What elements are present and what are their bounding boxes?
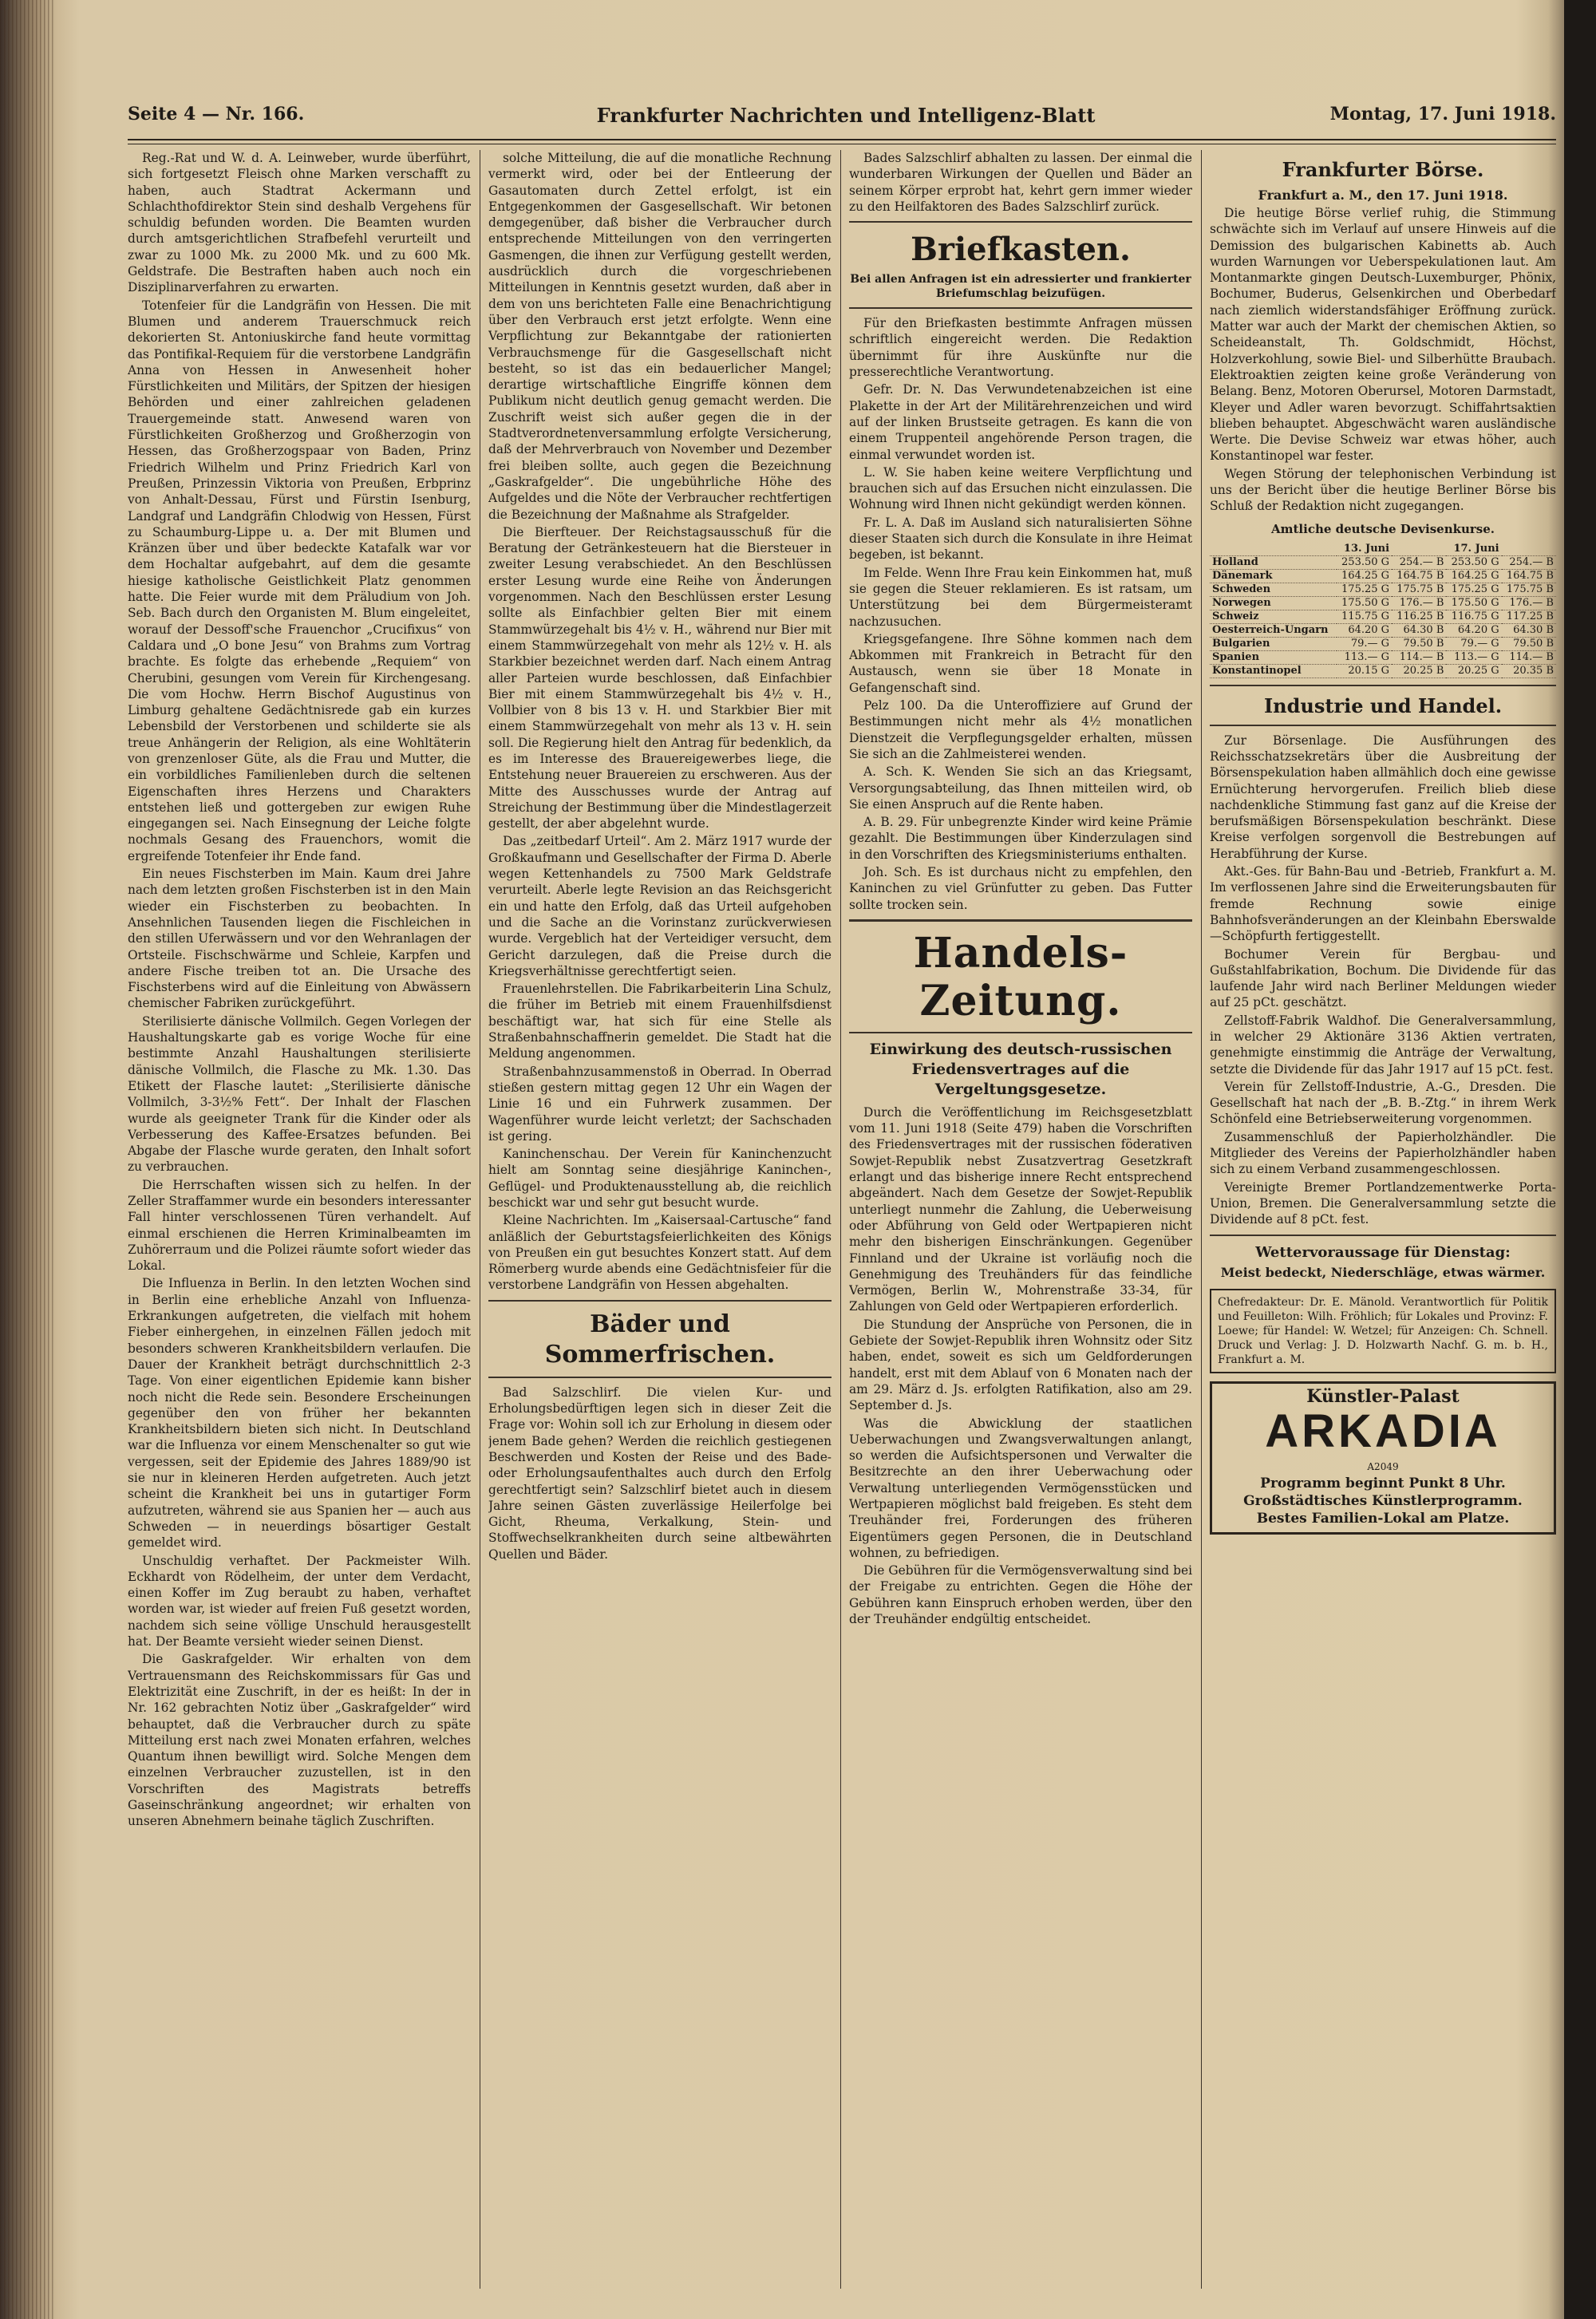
table-cell: 64.30 B: [1392, 623, 1446, 637]
table-cell: 175.25 G: [1446, 583, 1501, 596]
table-row: [1210, 610, 1556, 623]
table-cell: 175.50 G: [1446, 596, 1501, 610]
section-title-handels: Handels-Zeitung.: [913, 928, 1128, 1025]
article-paragraph: Die Gebühren für die Vermögensverwaltung sind bei der Freigabe zu entrichten. Gegen die Höhe der Gebühren kann Einspruch erhoben werden, über den der Treuhänder endgültig entscheidet.: [849, 1563, 1192, 1627]
ad-name: ARKADIA: [1265, 1404, 1501, 1457]
article-paragraph: Die Bierfteuer. Der Reichstagsausschuß für die Beratung der Getränkesteuern hat die Biersteuer in zweiter Lesung verabschiedet. An den Beschlüssen erster Lesung wurde eine Reihe von Änderungen vorgenommen. Nach den Beschlüssen erster Lesung sollte als Einfachbier gelten Bier mit einem Stammwürzegehalt bis 4½ v. H., während nur Bier mit einem Stammwürzegehalt von mehr als 12½ v. H. als Starkbier bezeichnet werden darf. Nach einem Antrag aller Parteien wurde beschlossen, daß Einfachbier Bier mit einem Stammwürzegehalt bis 4½ v. H., Vollbier von 8 bis 13 v. H. und Starkbier Bier mit einem Stammwürzegehalt von mehr als 13 v. H. sein soll. Die Regierung hielt den Antrag für bedenklich, da es im Interesse des Brauereigewerbes liege, die Entstehung neuer Brauereien zu erschweren. Aus der Mitte des Ausschusses wurde der Antrag auf Streichung der Bestimmung über die Mindestlagerzeit gestellt, der aber abgelehnt wurde.: [488, 524, 832, 832]
ad-line: Großstädtisches Künstlerprogramm.: [1243, 1493, 1523, 1510]
table-cell: 20.15 G: [1337, 664, 1392, 678]
ad-line: Programm beginnt Punkt 8 Uhr.: [1260, 1476, 1506, 1492]
article-paragraph: Straßenbahnzusammenstoß in Oberrad. In Oberrad stießen gestern mittag gegen 12 Uhr ein Wagen der Linie 16 und ein Fuhrwerk zusammen. Der Wagenführer wurde leicht verletzt; der Sachschaden ist gering.: [488, 1064, 832, 1144]
table-cell: 20.35 B: [1502, 664, 1556, 678]
advertisement: [1210, 1381, 1556, 1535]
column-divider: [1201, 150, 1202, 2289]
table-cell: 164.75 B: [1502, 569, 1556, 583]
table-cell: 20.25 B: [1392, 664, 1446, 678]
ad-code: A2049: [1367, 1460, 1399, 1472]
section-rule: [488, 1300, 832, 1302]
table-header: [1392, 543, 1446, 556]
table-cell: 254.— B: [1502, 555, 1556, 569]
table-cell: 116.25 B: [1392, 610, 1446, 623]
table-cell: 116.75 G: [1446, 610, 1501, 623]
table-cell: 79.— G: [1337, 637, 1392, 650]
table-row: [1210, 596, 1556, 610]
table-cell: Konstantinopel: [1210, 664, 1337, 678]
article-paragraph: L. W. Sie haben keine weitere Verpflichtung und brauchen sich auf das Ersuchen nicht einzulassen. Die Wohnung wird Ihnen nicht gekündigt werden können.: [849, 464, 1192, 512]
article-paragraph: Kriegsgefangene. Ihre Söhne kommen nach dem Abkommen mit Frankreich in Betracht für den Austausch, wenn sie über 18 Monate in Gefangenschaft sind.: [849, 631, 1192, 695]
article-paragraph: Die Gaskrafgelder. Wir erhalten von dem Vertrauensmann des Reichskommissars für Gas und Elektrizität eine Zuschrift, in der es heißt: In der in Nr. 162 gebrachten Notiz über „Gaskrafgelder“ wird behauptet, daß die Verbraucher durch zu späte Mitteilung erst nach zwei Monaten erfahren, welches Quantum ihnen bewilligt wird. Solche Mengen dem einzelnen Verbraucher zuzustellen, ist in den Vorschriften des Magistrats betreffs Gaseinschränkung angeordnet; wir erhalten von unseren Abnehmern beinahe täglich Zuschriften.: [128, 1652, 471, 1829]
table-cell: 164.25 G: [1337, 569, 1392, 583]
table-cell: 254.— B: [1392, 555, 1446, 569]
table-row: [1210, 583, 1556, 596]
article-paragraph: Die heutige Börse verlief ruhig, die Stimmung schwächte sich im Verlauf auf unsere Hinweis auf die Demission des bulgarischen Kabinetts ab. Auch wurden Warnungen vor Ueberspekulationen laut. Am Montanmarkte gingen Deutsch-Luxemburger, Phönix, Bochumer, Buderus, Gelsenkirchen und Oberbedarf nach ziemlich widerstandsfähiger Eröffnung zurück. Matter war auch der Markt der chemischen Aktien, so Scheideanstalt, Th. Goldschmidt, Höchst, Holzverkohlung, sowie Biel- und Silberhütte Braubach. Elektroaktien zeigten keine große Veränderung von Belang. Benz, Motoren Oberursel, Motoren Darmstadt, Kleyer und Adler waren bevorzugt. Schiffahrtsaktien blieben behauptet. Abgeschwächt waren ausländische Werte. Die Devise Schweiz war etwas höher, auch Konstantinopel war fester.: [1210, 206, 1556, 464]
table-cell: 115.75 G: [1337, 610, 1392, 623]
table-header: 17. Juni: [1446, 543, 1501, 556]
table-cell: Oesterreich-Ungarn: [1210, 623, 1337, 637]
section-title-industrie: Industrie und Handel.: [1263, 693, 1503, 717]
table-row: [1210, 637, 1556, 650]
article-paragraph: Kleine Nachrichten. Im „Kaisersaal-Cartusche“ fand anläßlich der Geburtstagsfeierlichkeiten des Königs von Preußen ein gut besuchtes Konzert statt. Auf dem Römerberg wurde abends eine Gedächtnisfeier für die verstorbene Landgräfin von Hessen abgehalten.: [488, 1213, 832, 1293]
table-cell: 175.50 G: [1337, 596, 1392, 610]
table-header: 13. Juni: [1337, 543, 1392, 556]
table-cell: Norwegen: [1210, 596, 1337, 610]
article-paragraph: Für den Briefkasten bestimmte Anfragen müssen schriftlich eingereicht werden. Die Redaktion übernimmt für ihre Auskünfte nur die presserechtliche Verantwortung.: [849, 316, 1192, 380]
column-divider: [840, 150, 841, 2289]
table-cell: 79.50 B: [1502, 637, 1556, 650]
book-spine: [0, 0, 56, 2319]
table-cell: 64.20 G: [1446, 623, 1501, 637]
article-paragraph: Die Stundung der Ansprüche von Personen, die in Gebiete der Sowjet-Republik ihren Wohnsitz oder Sitz haben, endet, soweit es sich um Geldforderungen handelt, erst mit dem Ablauf von 6 Monaten nach der am 29. März d. Js. erfolgten Ratifikation, also am 29. September d. Js.: [849, 1317, 1192, 1413]
article-paragraph: Die Influenza in Berlin. In den letzten Wochen sind in Berlin eine erhebliche Anzahl von Influenza-Erkrankungen aufgetreten, die vielfach mit hohem Fieber einhergehen, in einzelnen Fällen jedoch mit besonders schweren Krankheitsbildern verlaufen. Die Dauer der Krankheit beträgt durchschnittlich 2-3 Tage. Von einer eigentlichen Epidemie kann bisher noch nicht die Rede sein. Besondere Erscheinungen gegenüber den von früher her bekannten Krankheitsbildern bieten sich nicht. In Deutschland war die Influenza vor einem Menschenalter so gut wie vergessen, seit der Epidemie des Jahres 1889/90 ist sie nur in kleineren Herden aufgetreten. Auch jetzt scheint die Krankheit bei uns in gutartiger Form aufzutreten, während sie aus Spanien her — auch aus Schweden — in neuerdings bösartiger Gestalt gemeldet wird.: [128, 1276, 471, 1551]
table-cell: 114.— B: [1502, 650, 1556, 664]
article-paragraph: Zusammenschluß der Papierholzhändler. Die Mitglieder des Vereins der Papierholzhändler haben sich zu einem Verband zusammengeschlossen.: [1210, 1129, 1556, 1177]
section-rule: [1210, 725, 1556, 726]
article-paragraph: Gefr. Dr. N. Das Verwundetenabzeichen ist eine Plakette in der Art der Militärehrenzeichen und wird auf der linken Brustseite getragen. Es kann die von einem Truppenteil angehörende Person tragen, die einmal verwundet worden ist.: [849, 382, 1192, 462]
section-rule: [849, 221, 1192, 223]
ad-line: Bestes Familien-Lokal am Platze.: [1256, 1511, 1510, 1527]
article-paragraph: Die Herrschaften wissen sich zu helfen. In der Zeller Straffammer wurde ein besonders interessanter Fall hinter verschlossenen Türen verhandelt. Auf einmal erschienen die Herren Kriminalbeamten im Zuhörerraum und die Polizei räumte sofort wieder das Lokal.: [128, 1177, 471, 1274]
table-cell: 175.75 B: [1502, 583, 1556, 596]
ad-heading: Künstler-Palast: [1306, 1385, 1460, 1407]
section-rule: [849, 307, 1192, 309]
newspaper-page: [128, 104, 1556, 2290]
table-cell: 113.— G: [1446, 650, 1501, 664]
article-paragraph: Ein neues Fischsterben im Main. Kaum drei Jahre nach dem letzten großen Fischsterben ist in den Main wieder ein Fischsterben zu beobachten. In Ansehnlichen Tausenden liegen die Fischleichen in den stillen Uferwässern und vor den Wehranlagen der Ortsteile. Fischschwärme und Schleie, Karpfen und andere Fische treiben tot an. Die Ursache des Fischsterbens wird auf die Einleitung von Abwässern chemischer Fabriken zurückgeführt.: [128, 867, 471, 1011]
table-title: Amtliche deutsche Devisenkurse.: [1270, 521, 1495, 536]
table-cell: Spanien: [1210, 650, 1337, 664]
article-paragraph: Durch die Veröffentlichung im Reichsgesetzblatt vom 11. Juni 1918 (Seite 479) haben die Vorschriften des Friedensvertrages mit der russischen föderativen Sowjet-Republik nebst Zusatzvertrag Gesetzkraft erlangt und das bisherige innere Recht entsprechend abgeändert. Nach dem Gesetze der Sowjet-Republik unterliegt nunmehr die Zahlung, die Ueberweisung oder Abführung von Geld oder Wertpapieren nicht mehr den bisherigen Einschränkungen. Gegenüber Finnland und der Ukraine ist vorläufig noch die Genehmigung des Treuhänders für das feindliche Vermögen, Berlin W., Mohrenstraße 33-34, für Zahlungen von Geld oder Wertpapieren erforderlich.: [849, 1104, 1192, 1314]
dateline: Frankfurt a. M., den 17. Juni 1918.: [1258, 188, 1508, 203]
table-row: [1210, 569, 1556, 583]
table-cell: 79.50 B: [1392, 637, 1446, 650]
article-paragraph: Fr. L. A. Daß im Ausland sich naturalisierten Söhne dieser Staaten sich durch die Konsulate in ihre Heimat begeben, ist bekannt.: [849, 515, 1192, 563]
table-cell: Schweiz: [1210, 610, 1337, 623]
table-cell: 79.— G: [1446, 637, 1501, 650]
article-paragraph: Was die Abwicklung der staatlichen Ueberwachungen und Zwangsverwaltungen anlangt, so werden die Aufsichtspersonen und Verwalter die Besitzrechte an den ihrer Ueberwachung oder Verwaltung unterliegenden Vermögensstücken und Wertpapieren möglichst bald freigeben. Es steht dem Treuhänder frei, Forderungen des früheren Eigentümers gegen Personen, die in Deutschland wohnen, zu befriedigen.: [849, 1416, 1192, 1560]
section-title-baeder: Bäder und Sommerfrischen.: [544, 1310, 776, 1369]
article-paragraph: Verein für Zellstoff-Industrie, A.-G., Dresden. Die Gesellschaft hat nach der „B. B.-Ztg.“ in ihrem Werk Schönfeld eine Betriebserweiterung vorgenommen.: [1210, 1079, 1556, 1127]
table-row: [1210, 555, 1556, 569]
article-paragraph: Wegen Störung der telephonischen Verbindung ist uns der Bericht über die heutige Berliner Börse bis Schluß der Redaktion nicht zugegangen.: [1210, 466, 1556, 514]
masthead: Frankfurter Nachrichten und Intelligenz-Blatt: [596, 104, 1096, 127]
article-paragraph: Bad Salzschlirf. Die vielen Kur- und Erholungsbedürftigen legen sich in dieser Zeit die Frage vor: Wohin soll ich zur Erholung in diesem oder jenem Bade gehen? Werden die reichlich gestiegenen Beschwerden und Kosten der Reise und des Bade- oder Erholungsaufenthaltes auch durch den Erfolg gerechtfertigt sein? Salzschlirf bietet auch in diesem Jahre seinen Gästen zuverlässige Heilerfolge bei Gicht, Rheuma, Verkalkung, Stein- und Stoffwechselkrankheiten durch seine altbewährten Quellen und Bäder.: [488, 1385, 832, 1562]
article-paragraph: Zellstoff-Fabrik Waldhof. Die Generalversammlung, in welcher 29 Aktionäre 3136 Aktien vertraten, genehmigte einstimmig die Anträge der Verwaltung, setzte die Dividende für das Jahr 1917 auf 15 pCt. fest.: [1210, 1013, 1556, 1077]
table-cell: 253.50 G: [1337, 555, 1392, 569]
issue-date: Montag, 17. Juni 1918.: [1329, 104, 1556, 124]
article-paragraph: Im Felde. Wenn Ihre Frau kein Einkommen hat, muß sie gegen die Steuer reklamieren. Es ist ratsam, um Unterstützung bei dem Bürgermeisteramt nachzusuchen.: [849, 565, 1192, 629]
section-rule: [488, 1377, 832, 1378]
page-edge: [1564, 0, 1596, 2319]
article-paragraph: A. B. 29. Für unbegrenzte Kinder wird keine Prämie gezahlt. Die Bestimmungen über Kinderzulagen sind in den Vorschriften des Kriegsministeriums enthalten.: [849, 815, 1192, 862]
table-cell: Dänemark: [1210, 569, 1337, 583]
column-3: [849, 150, 1192, 2289]
section-title-boerse: Frankfurter Börse.: [1282, 158, 1484, 181]
article-fragment: Bades Salzschlirf abhalten zu lassen. Der einmal die wunderbaren Wirkungen der Quellen und Bäder an seinem Körper erprobt hat, kehrt gern immer wieder zu den Heilfaktoren des Bades Salzschlirf zurück.: [849, 151, 1192, 214]
table-cell: 175.25 G: [1337, 583, 1392, 596]
table-row: [1210, 623, 1556, 637]
section-rule: [1210, 1235, 1556, 1236]
article-paragraph: Joh. Sch. Es ist durchaus nicht zu empfehlen, den Kaninchen zu viel Grünfutter zu geben. Das Futter sollte trocken sein.: [849, 864, 1192, 912]
table-cell: Bulgarien: [1210, 637, 1337, 650]
article-paragraph: Vereinigte Bremer Portlandzementwerke Porta-Union, Bremen. Die Generalversammlung setzte die Dividende auf 8 pCt. fest.: [1210, 1179, 1556, 1227]
table-cell: 175.75 B: [1392, 583, 1446, 596]
section-rule: [849, 1032, 1192, 1033]
table-row: [1210, 664, 1556, 678]
table-row: [1210, 650, 1556, 664]
column-4: [1210, 150, 1556, 2289]
article-paragraph: solche Mitteilung, die auf die monatliche Rechnung vermerkt wird, oder bei der Entleerung der Gasautomaten durch Zettel erfolgt, ist ein Entgegenkommen der Gasgesellschaft. Wir betonen demgegenüber, daß bisher die Verbraucher durch entsprechende Mitteilungen von den verringerten Gasmengen, die ihnen zur Verfügung gestellt werden, ausdrücklich durch die vorgeschriebenen Mitteilungen in Kenntnis gesetzt wurden, daß aber in dem von uns berichteten Falle eine Benachrichtigung über den Verbrauch erst jetzt erfolgte. Wenn eine Verpflichtung zur Bekanntgabe der rationierten Verbrauchsmenge für die Gasgesellschaft nicht besteht, so ist das ein bedauerlicher Mangel; derartige wirtschaftliche Eingriffe können dem Publikum nicht deutlich genug gemacht werden. Die Zuschrift weist sich außer gegen die in der Stadtverordnetenversammlung erfolgte Versicherung, daß der Mehrverbrauch von November und Dezember frei bleiben sollte, auch gegen die Bezeichnung „Gaskrafgelder“. Die ungebührliche Höhe des Aufgeldes und die Nöte der Verbraucher rechtfertigen die Bezeichnung der Maßnahme als Strafgelder.: [488, 151, 832, 522]
article-paragraph: Sterilisierte dänische Vollmilch. Gegen Vorlegen der Haushaltungskarte gab es vorige Woche für eine bestimmte Anzahl Haushaltungen sterilisierte dänische Vollmilch, die Flasche zu Mk. 1.30. Das Etikett der Flasche lautet: „Sterilisierte dänische Vollmilch, 3-3½% Fett“. Der Inhalt der Flaschen wurde als geeigneter Trank für die Kinder oder als Verbesserung des Kaffee-Ersatzes befunden. Bei Abgabe der Flasche wurde geraten, den Inhalt sofort zu verbrauchen.: [128, 1013, 471, 1175]
table-cell: 117.25 B: [1502, 610, 1556, 623]
column-1: [128, 150, 471, 2289]
article-paragraph: Bochumer Verein für Bergbau- und Gußstahlfabrikation, Bochum. Die Dividende für das laufende Jahr wird nach Berliner Meldungen wieder auf 25 pCt. geschätzt.: [1210, 946, 1556, 1010]
article-paragraph: Kaninchenschau. Der Verein für Kaninchenzucht hielt am Sonntag seine diesjährige Kaninchen-, Geflügel- und Produktenausstellung ab, die reichlich beschickt war und sehr gut besucht wurde.: [488, 1147, 832, 1210]
article-headline: Einwirkung des deutsch-russischen Friedensvertrages auf die Vergeltungsgesetze.: [869, 1040, 1172, 1098]
article-paragraph: Totenfeier für die Landgräfin von Hessen. Die mit Blumen und anderem Trauerschmuck reich dekorierten St. Antoniuskirche fand heute vormittag das Pontifikal-Requiem für die verstorbene Landgräfin Anna von Hessen in Anwesenheit hoher Fürstlichkeiten und Militärs, der Spitzen der hiesigen Behörden und einer zahlreichen geladenen Trauergemeinde statt. Anwesend waren von Fürstlichkeiten Großherzog und Großherzogin von Hessen, das Großherzogspaar von Baden, Prinz Friedrich Wilhelm und Prinz Friedrich Karl von Preußen, Prinzessin Viktoria von Preußen, Erbprinz von Anhalt-Dessau, Fürst und Fürstin Isenburg, Landgraf und Landgräfin Chlodwig von Hessen, Fürst zu Schaumburg-Lippe u. a. Der mit Blumen und Kränzen über und über bedeckte Katafalk war vor dem Hochaltar aufgebahrt, auf dem die gesamte hiesige katholische Geistlichkeit Platz genommen hatte. Die Feier wurde mit dem Präludium von Joh. Seb. Bach durch den Organisten M. Blum eingeleitet, worauf der Dessoff'sche Frauenchor „Crucifixus“ von Caldara und „O bone Jesu“ von Brahms zum Vortrag brachte. Es folgte das erhebende „Requiem“ von Cherubini, gesungen vom Verein für Kirchengesang. Die vom Hochw. Herrn Bischof Augustinus von Limburg gehaltene Gedächtnisrede gab ein kurzes Lebensbild der Verstorbenen und schilderte sie als treue Anhängerin der Religion, als eine Wohltäterin von grenzenloser Güte, als die Frau und Mutter, die ein vorbildliches Familienleben durch die seltenen Eigenschaften ihres Herzens und Charakters entstehen ließ und gottergeben zur ewigen Ruhe eingegangen sei. Nach Einsegnung der Leiche folgte nochmals Gesang des Frauenchors, womit die ergreifende Totenfeier ihr Ende fand.: [128, 298, 471, 863]
article-paragraph: Unschuldig verhaftet. Der Packmeister Wilh. Eckhardt von Rödelheim, der unter dem Verdacht, einen Koffer im Zug beraubt zu haben, verhaftet worden war, ist wieder auf freien Fuß gesetzt worden, nachdem sich seine völlige Unschuld herausgestellt hat. Der Beamte versieht wieder seinen Dienst.: [128, 1553, 471, 1649]
article-paragraph: Reg.-Rat und W. d. A. Leinweber, wurde überführt, sich fortgesetzt Fleisch ohne Marken verschafft zu haben, auch Stadtrat Ackermann und Schlachthofdirektor Stein sind deshalb Vergehens für schuldig befunden worden. Die Beamten wurden durch amtsgerichtlichen Strafbefehl verurteilt und zwar zu 1000 Mk. zu 2000 Mk. und zu 600 Mk. Geldstrafe. Die Bestraften haben auch noch ein Disziplinarverfahren zu erwarten.: [128, 151, 471, 295]
section-title-briefkasten: Briefkasten.: [911, 231, 1131, 269]
table-cell: 164.75 B: [1392, 569, 1446, 583]
section-rule: [849, 919, 1192, 922]
article-paragraph: Das „zeitbedarf Urteil“. Am 2. März 1917 wurde der Großkaufmann und Gesellschafter der Firma D. Aberle wegen Kettenhandels zu 7500 Mark Geldstrafe verurteilt. Aberle legte Revision an das Reichsgericht ein und hatte den Erfolg, daß das Urteil aufgehoben und die Sache an die Vorinstanz zurückverwiesen wurde. Vergeblich hat der Verteidiger versucht, dem Gericht darzulegen, daß die Preise durch die Kriegsverhältnisse gerechtfertigt seien.: [488, 834, 832, 978]
table-cell: 114.— B: [1392, 650, 1446, 664]
table-cell: 64.20 G: [1337, 623, 1392, 637]
weather-title: Wettervoraussage für Dienstag:: [1255, 1243, 1511, 1261]
exchange-rate-table: [1210, 543, 1556, 678]
table-header: [1210, 543, 1337, 556]
table-header: [1502, 543, 1556, 556]
header-rule: [128, 139, 1556, 144]
article-paragraph: A. Sch. K. Wenden Sie sich an das Kriegsamt, Versorgungsabteilung, das Ihnen mitteilen wird, ob Sie einen Anspruch auf die Rente haben.: [849, 764, 1192, 812]
table-cell: 176.— B: [1502, 596, 1556, 610]
column-2: [488, 150, 832, 2289]
table-cell: 164.25 G: [1446, 569, 1501, 583]
table-cell: Schweden: [1210, 583, 1337, 596]
table-cell: 176.— B: [1392, 596, 1446, 610]
table-cell: 113.— G: [1337, 650, 1392, 664]
article-paragraph: Pelz 100. Da die Unteroffiziere auf Grund der Bestimmungen nicht mehr als 4½ monatlichen Dienstzeit die Verpflegungsgelder erhalten, müssen Sie sich an die Zahlmeisterei wenden.: [849, 698, 1192, 761]
table-cell: 64.30 B: [1502, 623, 1556, 637]
article-paragraph: Zur Börsenlage. Die Ausführungen des Reichsschatzsekretärs über die Ausbreitung der Börsenspekulation haben allmählich doch eine gewisse Ernüchterung hervorgerufen. Freilich blieb diese nachdenkliche Stimmung fast ganz auf die Kreise der berufsmäßigen Börsenspekulation beschränkt. Diese Kreise verfolgen sorgenvoll die Bestrebungen auf Herabführung der Kurse.: [1210, 733, 1556, 861]
table-cell: Holland: [1210, 555, 1337, 569]
weather-text: Meist bedeckt, Niederschläge, etwas wärmer.: [1220, 1264, 1546, 1280]
table-cell: 20.25 G: [1446, 664, 1501, 678]
table-cell: 253.50 G: [1446, 555, 1501, 569]
article-paragraph: Frauenlehrstellen. Die Fabrikarbeiterin Lina Schulz, die früher im Betrieb mit einem Frauenhilfsdienst beschäftigt war, hat sich für eine Stelle als Straßenbahnschaffnerin gemeldet. Die Stadt hat die Meldung angenommen.: [488, 982, 832, 1061]
article-paragraph: Akt.-Ges. für Bahn-Bau und -Betrieb, Frankfurt a. M. Im verflossenen Jahre sind die Erweiterungsbauten für fremde Rechnung sowie einige Bahnhofsveränderungen an der Kleinbahn Eberswalde—Schöpfurth fertiggestellt.: [1210, 864, 1556, 944]
section-subtitle: Bei allen Anfragen ist ein adressierter und frankierter Briefumschlag beizufügen.: [850, 273, 1191, 301]
imprint: Chefredakteur: Dr. E. Mänold. Verantwortlich für Politik und Feuilleton: Wilh. Fröhlich; für Lokales und Provinz: F. Loewe; für Handel: W. Wetzel; für Anzeigen: Ch. Schnell. Druck und Verlag: J. D. Holzwarth Nachf. G. m. b. H., Frankfurt a. M.: [1210, 1289, 1556, 1373]
page-number: Seite 4 — Nr. 166.: [128, 104, 305, 124]
section-rule: [1210, 685, 1556, 686]
